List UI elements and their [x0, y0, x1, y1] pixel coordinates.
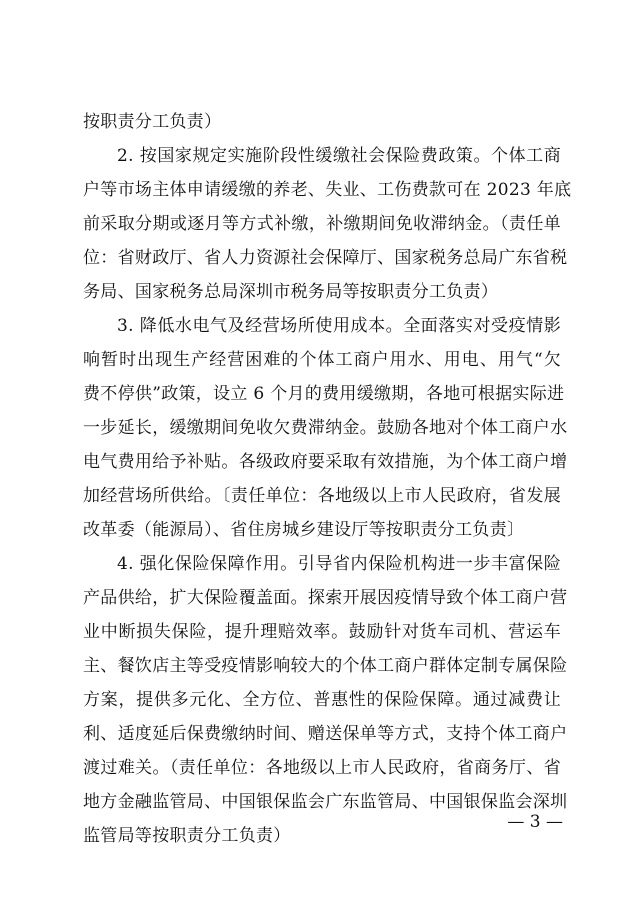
paragraph-2-line: 位：省财政厅、省人力资源社会保障厅、国家税务总局广东省税 — [83, 248, 568, 268]
paragraph-3-line: 电气费用给予补贴。各级政府要采取有效措施，为个体工商户增 — [83, 452, 568, 472]
paragraph-4-line: 4. 强化保险保障作用。引导省内保险机构进一步丰富保险 — [117, 554, 561, 574]
page-number: — 3 — — [507, 812, 563, 832]
paragraph-4-line: 利、适度延后保费缴纳时间、赠送保单等方式，支持个体工商户 — [83, 724, 568, 744]
paragraph-2-line: 户等市场主体申请缓缴的养老、失业、工伤费款可在 2023 年底 — [83, 180, 572, 200]
paragraph-3-line: 加经营场所供给。〔责任单位：各地级以上市人民政府，省发展 — [83, 486, 561, 506]
paragraph-4-line: 产品供给，扩大保险覆盖面。探索开展因疫情导致个体工商户营 — [83, 588, 568, 608]
paragraph-3-line: 一步延长，缓缴期间免收欠费滞纳金。鼓励各地对个体工商户水 — [83, 418, 568, 438]
paragraph-4-line: 渡过难关。（责任单位：各地级以上市人民政府，省商务厅、省 — [83, 758, 561, 778]
paragraph-3-line: 响暂时出现生产经营困难的个体工商户用水、用电、用气“欠 — [83, 350, 561, 370]
paragraph-4-line: 业中断损失保险，提升理赔效率。鼓励针对货车司机、营运车 — [83, 622, 561, 642]
paragraph-2-line: 前采取分期或逐月等方式补缴，补缴期间免收滞纳金。（责任单 — [83, 214, 561, 234]
paragraph-4-line: 方案，提供多元化、全方位、普惠性的保险保障。通过减费让 — [83, 690, 561, 710]
paragraph-3-line: 3. 降低水电气及经营场所使用成本。全面落实对受疫情影 — [117, 316, 561, 336]
paragraph-3-line: 费不停供”政策，设立 6 个月的费用缓缴期，各地可根据实际进 — [83, 384, 565, 404]
paragraph-4-line: 监管局等按职责分工负责） — [83, 826, 291, 846]
text-line: 按职责分工负责） — [83, 112, 222, 132]
paragraph-2-line: 2. 按国家规定实施阶段性缓缴社会保险费政策。个体工商 — [117, 146, 561, 166]
paragraph-3-line: 改革委（能源局）、省住房城乡建设厅等按职责分工负责〕 — [83, 520, 525, 540]
paragraph-4-line: 主、餐饮店主等受疫情影响较大的个体工商户群体定制专属保险 — [83, 656, 568, 676]
paragraph-4-line: 地方金融监管局、中国银保监会广东监管局、中国银保监会深圳 — [83, 792, 568, 812]
paragraph-2-line: 务局、国家税务总局深圳市税务局等按职责分工负责） — [83, 282, 499, 302]
